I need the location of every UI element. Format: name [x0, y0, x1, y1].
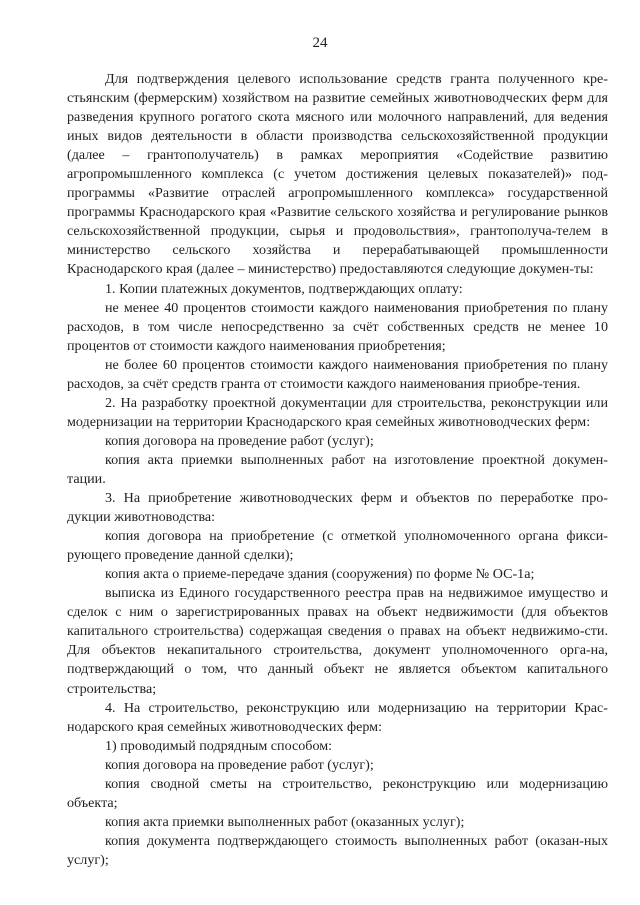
item-1-subitem: не менее 40 процентов стоимости каждого наименования приобретения по плану расходов, в том числе непосредственно за счёт собственных средств не менее 10 процентов от стоимости каждого наименования приобретения; [67, 299, 608, 354]
item-4-subitem: копия сводной сметы на строительство, реконструкцию или модернизацию объекта; [67, 775, 608, 811]
item-4-subitem: копия документа подтверждающего стоимость выполненных работ (оказан-ных услуг); [67, 832, 608, 868]
document-body [67, 70, 608, 870]
item-3-heading: 3. На приобретение животноводческих ферм и объектов по переработке про-дукции животноводства: [67, 490, 608, 526]
item-3-subitem: выписка из Единого государственного реестра прав на недвижимое имущество и сделок с ним о зарегистрированных правах на объект недвижимости (для объектов капитального строительства) содержащая сведения о правах на объект недвижимо-сти. Для объектов некапитального строительства, документ уполномоченного орга-на, подтверждающий о том, что данный объект не является объектом капитального строительства; [67, 585, 608, 697]
item-4-subitem: копия акта приемки выполненных работ (оказанных услуг); [105, 813, 465, 830]
page-number: 24 [312, 35, 328, 51]
item-1-heading: 1. Копии платежных документов, подтверждающих оплату: [105, 280, 463, 297]
item-2-subitem: копия акта приемки выполненных работ на изготовление проектной докумен-тации. [67, 451, 608, 487]
item-2-subitem: копия договора на проведение работ (услуг); [105, 432, 374, 449]
item-4-heading: 4. На строительство, реконструкцию или модернизацию на территории Крас-нодарского края семейных животноводческих ферм: [67, 699, 608, 735]
intro-paragraph: Для подтверждения целевого использование средств гранта полученного кре-стьянским (фермерским) хозяйством на развитие семейных животноводческих ферм для разведения крупного рогатого скота мясного или молочного направлений, для ведения иных видов деятельности в области производства сельскохозяйственной продукции (далее – грантополучатель) в рамках мероприятия «Содействие развитию агропромышленного комплекса (с учетом достижения целевых показателей)» под-программы «Развитие отраслей агропромышленного комплекса» государственной программы Краснодарского края «Развитие сельского хозяйства и регулирование рынков сельскохозяйственной продукции, сырья и продовольствия», грантополуча-телем в министерство сельского хозяйства и перерабатывающей промышленности Краснодарского края (далее – министерство) предоставляются следующие докумен-ты: [67, 71, 608, 278]
item-4-subitem: копия договора на проведение работ (услуг); [105, 756, 374, 773]
item-1-subitem: не более 60 процентов стоимости каждого наименования приобретения по плану расходов, за счёт средств гранта от стоимости каждого наименования приобре-тения. [67, 356, 608, 392]
item-2-heading: 2. На разработку проектной документации для строительства, реконструкции или модернизации на территории Краснодарского края семейных животноводческих ферм: [67, 394, 608, 430]
item-3-subitem: копия акта о приеме-передаче здания (сооружения) по форме № ОС-1а; [105, 566, 535, 583]
item-3-subitem: копия договора на приобретение (с отметкой уполномоченного органа фикси-рующего проведение данной сделки); [67, 528, 608, 564]
item-4-subheading: 1) проводимый подрядным способом: [105, 737, 333, 754]
